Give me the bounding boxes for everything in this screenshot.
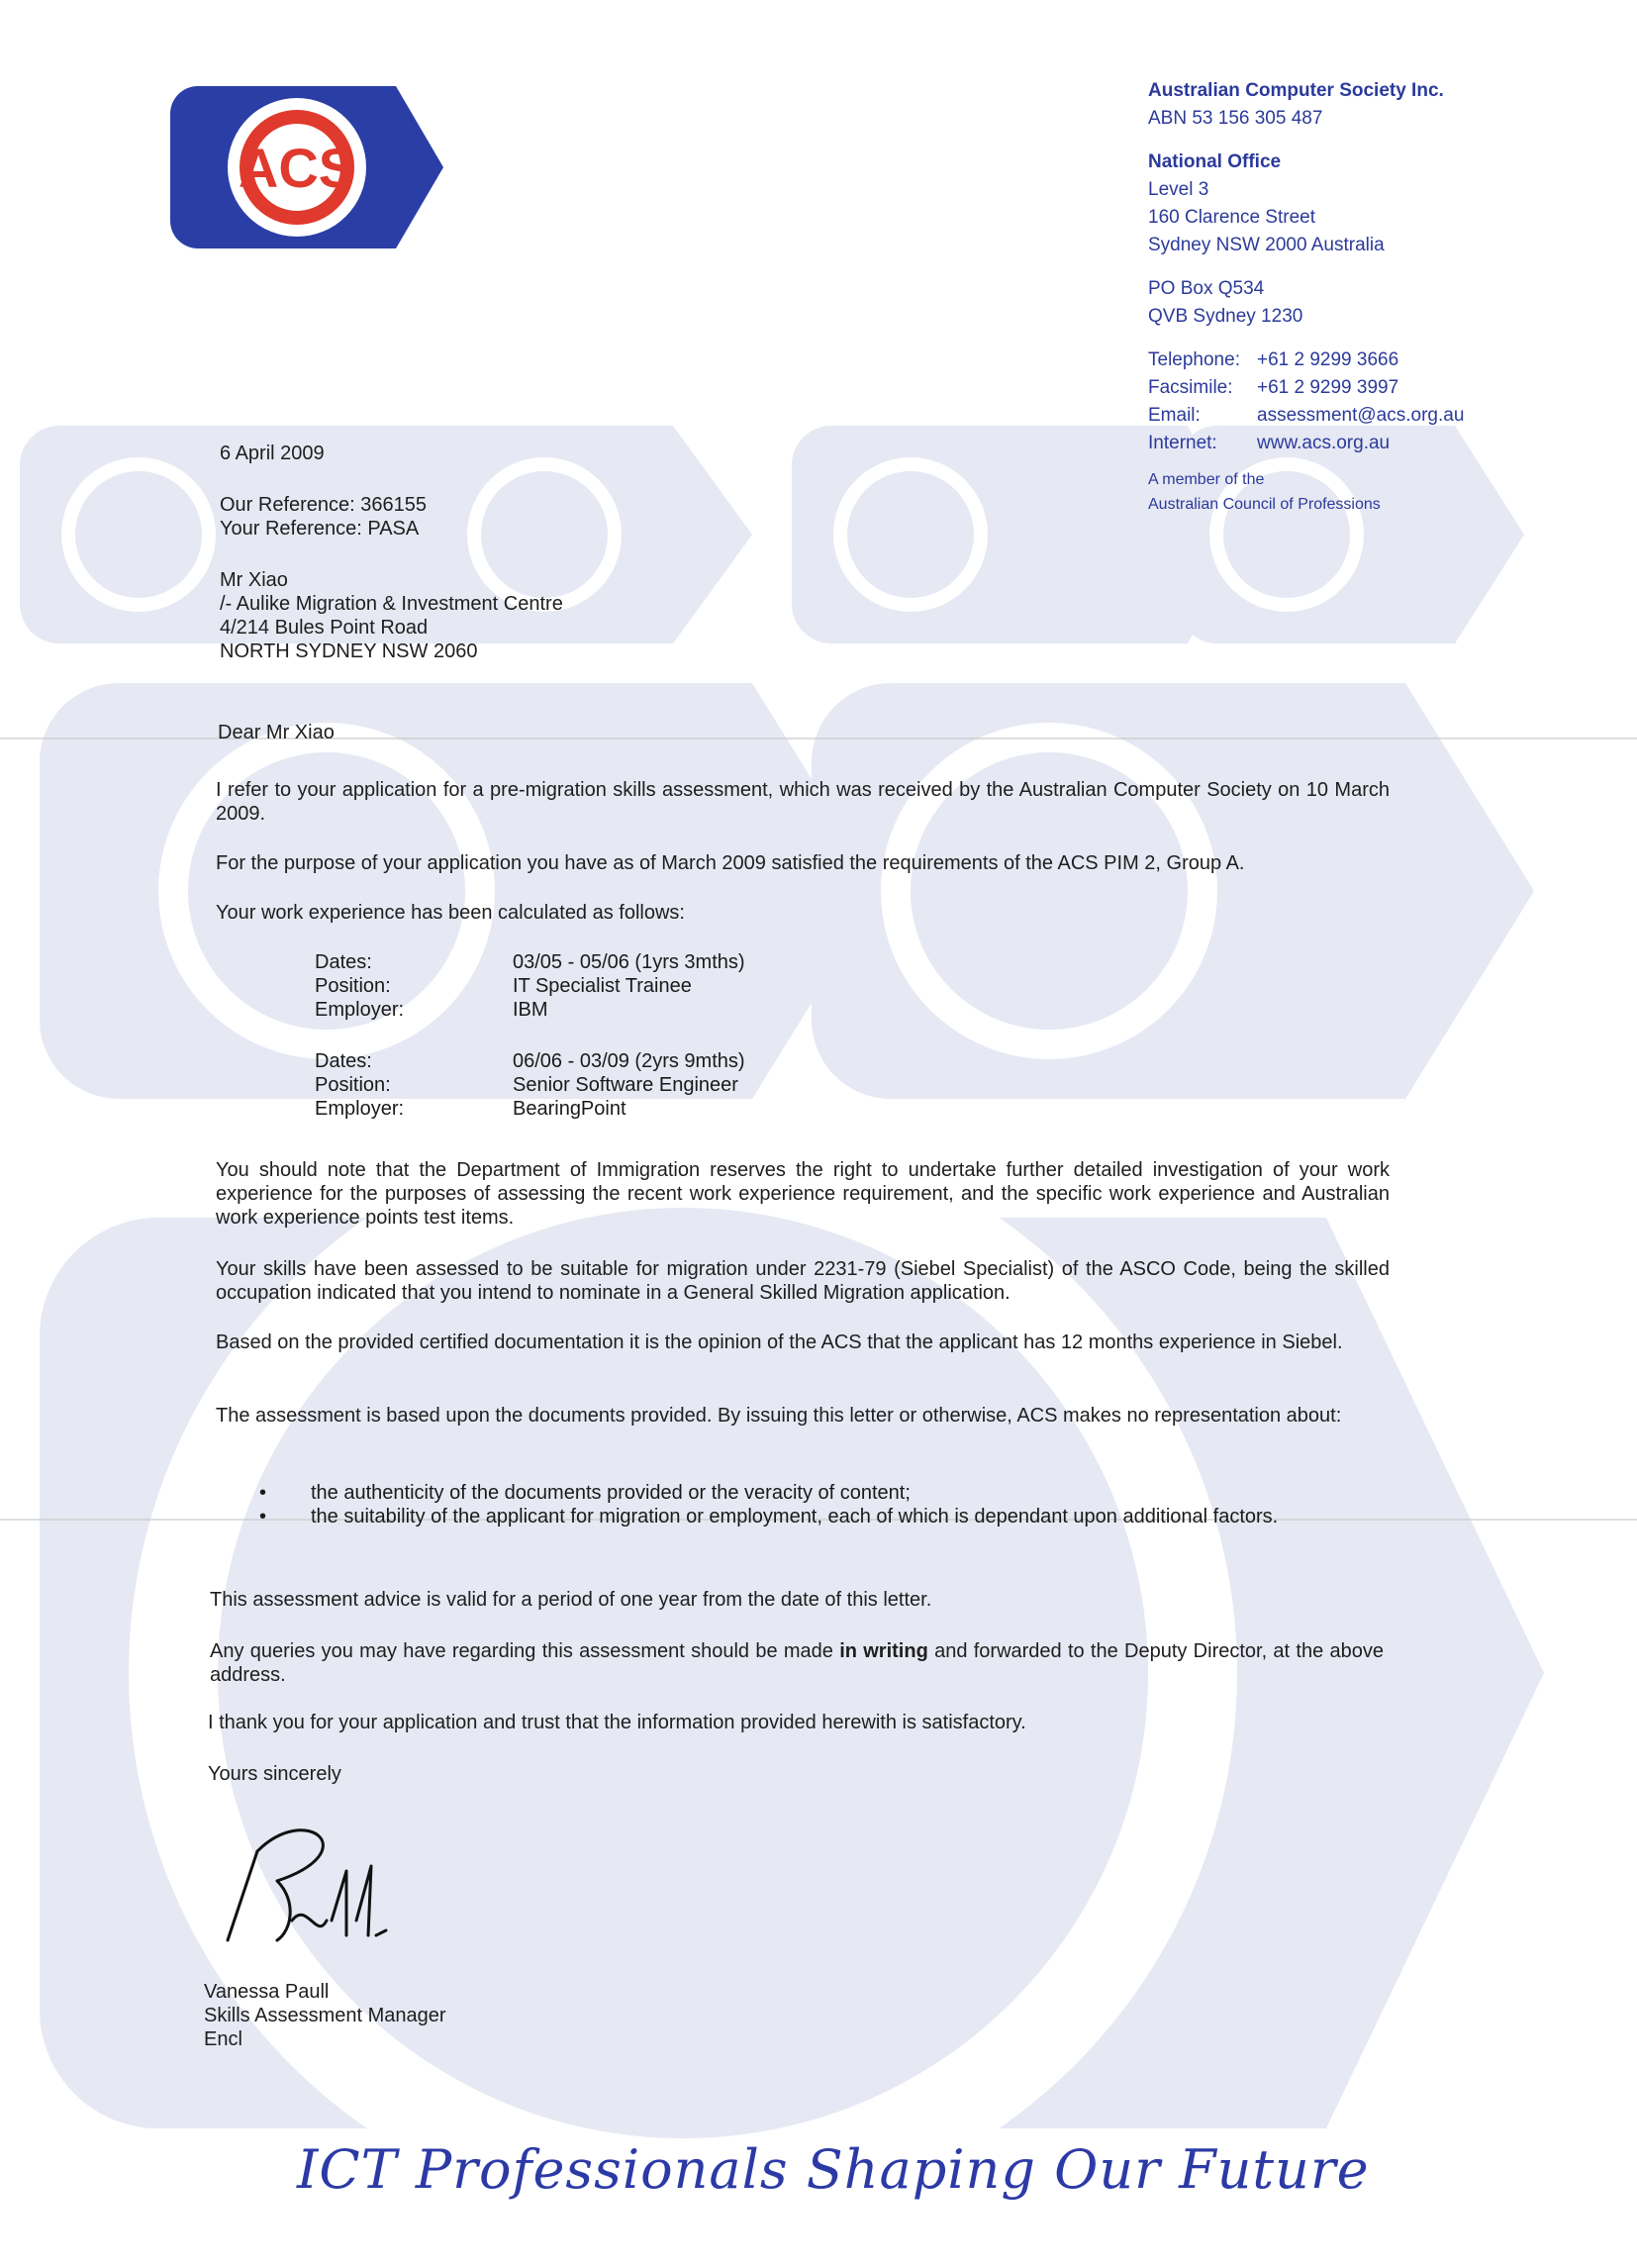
contact-value: +61 2 9299 3666 — [1257, 349, 1399, 370]
experience-block — [315, 950, 869, 1022]
address-line: 4/214 Bules Point Road — [220, 617, 429, 639]
exp-key: Position: — [315, 975, 391, 997]
contact-row — [1148, 430, 1613, 457]
emphasis: in writing — [839, 1640, 928, 1662]
exp-key: Dates: — [315, 951, 372, 973]
letterhead — [1148, 77, 1613, 517]
our-reference: Our Reference: 366155 — [220, 494, 428, 516]
tagline: ICT Professionals Shaping Our Future — [297, 2138, 1370, 2201]
signature — [198, 1812, 455, 1980]
po-line: QVB Sydney 1230 — [1148, 306, 1303, 327]
acs-logo — [168, 81, 445, 254]
paragraph-text: Any queries you may have regarding this assessment should be made — [210, 1640, 840, 1662]
website-link[interactable]: www.acs.org.au — [1257, 433, 1391, 453]
contact-row — [1148, 402, 1613, 430]
paragraph-text: and forwarded to the Deputy Director, at the above address. — [210, 1640, 1384, 1686]
paragraph: Your work experience has been calculated as follows: — [216, 902, 685, 924]
contact-label: Facsimile: — [1148, 377, 1233, 398]
exp-value: IT Specialist Trainee — [513, 975, 692, 997]
contact-label: Email: — [1148, 405, 1201, 426]
contact-row — [1148, 374, 1613, 402]
member-line: Australian Council of Professions — [1148, 496, 1381, 513]
exp-key: Employer: — [315, 999, 405, 1021]
contact-label: Telephone: — [1148, 349, 1240, 370]
paragraph: This assessment advice is valid for a period of one year from the date of this letter. — [210, 1589, 932, 1611]
signer-block — [204, 1980, 446, 2051]
office-line: Level 3 — [1148, 179, 1209, 200]
exp-value: IBM — [513, 999, 548, 1021]
paragraph — [210, 1639, 1384, 1687]
bullet-icon: • — [259, 1482, 267, 1504]
bullet-item — [259, 1505, 1348, 1528]
enclosure: Encl — [204, 2028, 242, 2050]
org-name: Australian Computer Society Inc. — [1148, 80, 1444, 101]
contact-label: Internet: — [1148, 433, 1217, 453]
bullet-list — [259, 1481, 1348, 1528]
office-title: National Office — [1148, 151, 1282, 172]
recipient-address — [220, 568, 563, 663]
po-line: PO Box Q534 — [1148, 278, 1265, 299]
address-line: NORTH SYDNEY NSW 2060 — [220, 641, 478, 662]
references — [220, 493, 427, 541]
contact-value: +61 2 9299 3997 — [1257, 377, 1399, 398]
exp-value: 06/06 - 03/09 (2yrs 9mths) — [513, 1050, 745, 1072]
office-line: 160 Clarence Street — [1148, 207, 1315, 228]
bullet-item — [259, 1481, 1348, 1505]
office-line: Sydney NSW 2000 Australia — [1148, 235, 1385, 255]
signer-name: Vanessa Paull — [204, 1981, 330, 2003]
email-link[interactable]: assessment@acs.org.au — [1257, 405, 1465, 426]
experience-block — [315, 1049, 869, 1121]
paragraph: I thank you for your application and trust that the information provided herewith is satisfactory. — [208, 1712, 1026, 1733]
exp-key: Employer: — [315, 1098, 405, 1120]
exp-value: Senior Software Engineer — [513, 1074, 738, 1096]
exp-key: Dates: — [315, 1050, 372, 1072]
member-line: A member of the — [1148, 471, 1265, 488]
letter-date: 6 April 2009 — [220, 443, 325, 464]
exp-value: 03/05 - 05/06 (1yrs 3mths) — [513, 951, 745, 973]
bullet-text: the suitability of the applicant for migration or employment, each of which is dependant upon additional factors. — [311, 1506, 1279, 1528]
your-reference: Your Reference: PASA — [220, 518, 420, 540]
exp-value: BearingPoint — [513, 1098, 626, 1120]
paragraph: For the purpose of your application you have as of March 2009 satisfied the requirements of the ACS PIM 2, Group A. — [216, 852, 1245, 874]
paragraph: I refer to your application for a pre-migration skills assessment, which was received by the Australian Computer Society on 10 March 2009. — [216, 779, 1390, 825]
address-line: /- Aulike Migration & Investment Centre — [220, 593, 563, 615]
closing: Yours sincerely — [208, 1763, 341, 1785]
bullet-text: the authenticity of the documents provided or the veracity of content; — [311, 1482, 911, 1504]
exp-key: Position: — [315, 1074, 391, 1096]
paragraph: Based on the provided certified documentation it is the opinion of the ACS that the applicant has 12 months experience in Siebel. — [216, 1331, 1343, 1353]
paragraph: The assessment is based upon the documents provided. By issuing this letter or otherwise, ACS makes no representation about: — [216, 1405, 1342, 1427]
address-line: Mr Xiao — [220, 569, 288, 591]
paragraph: You should note that the Department of Immigration reserves the right to undertake further detailed investigation of your work experience for the purposes of assessing the recent work experience requirement, and the specific work experience and Australian work experience points test items. — [216, 1159, 1390, 1229]
bullet-icon: • — [259, 1506, 267, 1528]
signer-title: Skills Assessment Manager — [204, 2005, 446, 2026]
svg-text:ACS: ACS — [238, 137, 356, 199]
paragraph: Your skills have been assessed to be suitable for migration under 2231-79 (Siebel Specialist) of the ASCO Code, being the skilled occupation indicated that you intend to nominate in a General Skilled Migration application. — [216, 1258, 1390, 1304]
abn: ABN 53 156 305 487 — [1148, 108, 1323, 129]
contact-row — [1148, 346, 1613, 374]
salutation: Dear Mr Xiao — [218, 722, 335, 743]
